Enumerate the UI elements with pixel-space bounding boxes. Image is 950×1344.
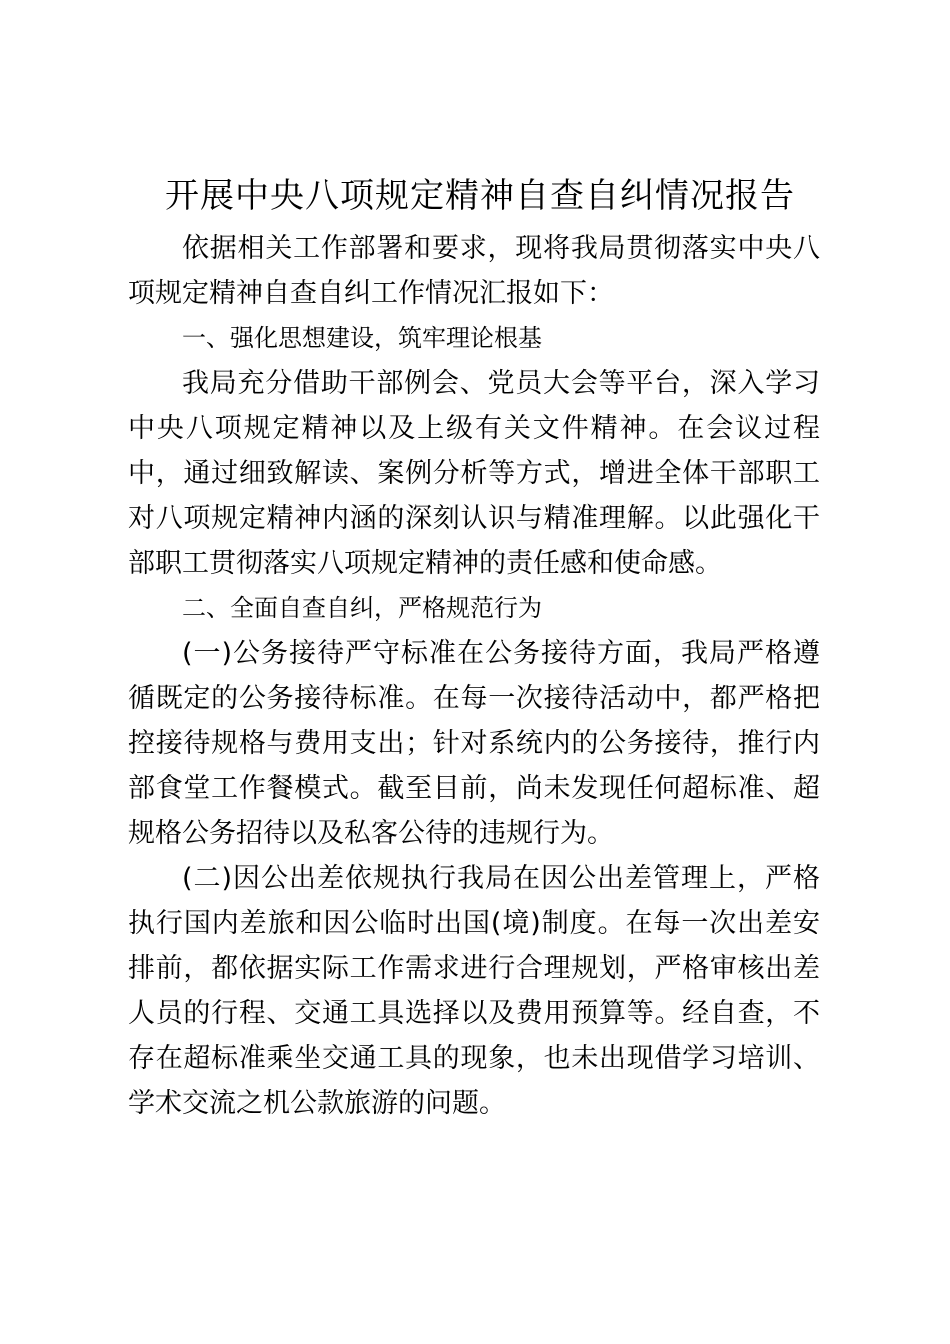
section-2-item-2-paragraph: (二)因公出差依规执行我局在因公出差管理上，严格执行国内差旅和因公临时出国(境)制度。在每一次出差安排前，都依据实际工作需求进行合理规划，严格审核出差人员的行程、交通工具选择以及费用预算等。经自查，不存在超标准乘坐交通工具的现象，也未出现借学习培训、学术交流之机公款旅游的问题。 xyxy=(128,863,820,1119)
section-2-item-1-paragraph: (一)公务接待严守标准在公务接待方面，我局严格遵循既定的公务接待标准。在每一次接待活动中，都严格把控接待规格与费用支出；针对系统内的公务接待，推行内部食堂工作餐模式。截至目前，尚未发现任何超标准、超规格公务招待以及私客公待的违规行为。 xyxy=(128,638,820,849)
section-2-heading: 二、全面自查自纠，严格规范行为 xyxy=(182,594,542,622)
section-1-heading: 一、强化思想建设，筑牢理论根基 xyxy=(182,324,542,352)
report-title: 开展中央八项规定精神自查自纠情况报告 xyxy=(165,176,795,216)
intro-paragraph: 依据相关工作部署和要求，现将我局贯彻落实中央八项规定精神自查自纠工作情况汇报如下： xyxy=(128,233,820,309)
section-1-paragraph: 我局充分借助干部例会、党员大会等平台，深入学习中央八项规定精神以及上级有关文件精神。在会议过程中，通过细致解读、案例分析等方式，增进全体干部职工对八项规定精神内涵的深刻认识与精准理解。以此强化干部职工贯彻落实八项规定精神的责任感和使命感。 xyxy=(128,368,820,579)
report-body xyxy=(128,226,820,1126)
